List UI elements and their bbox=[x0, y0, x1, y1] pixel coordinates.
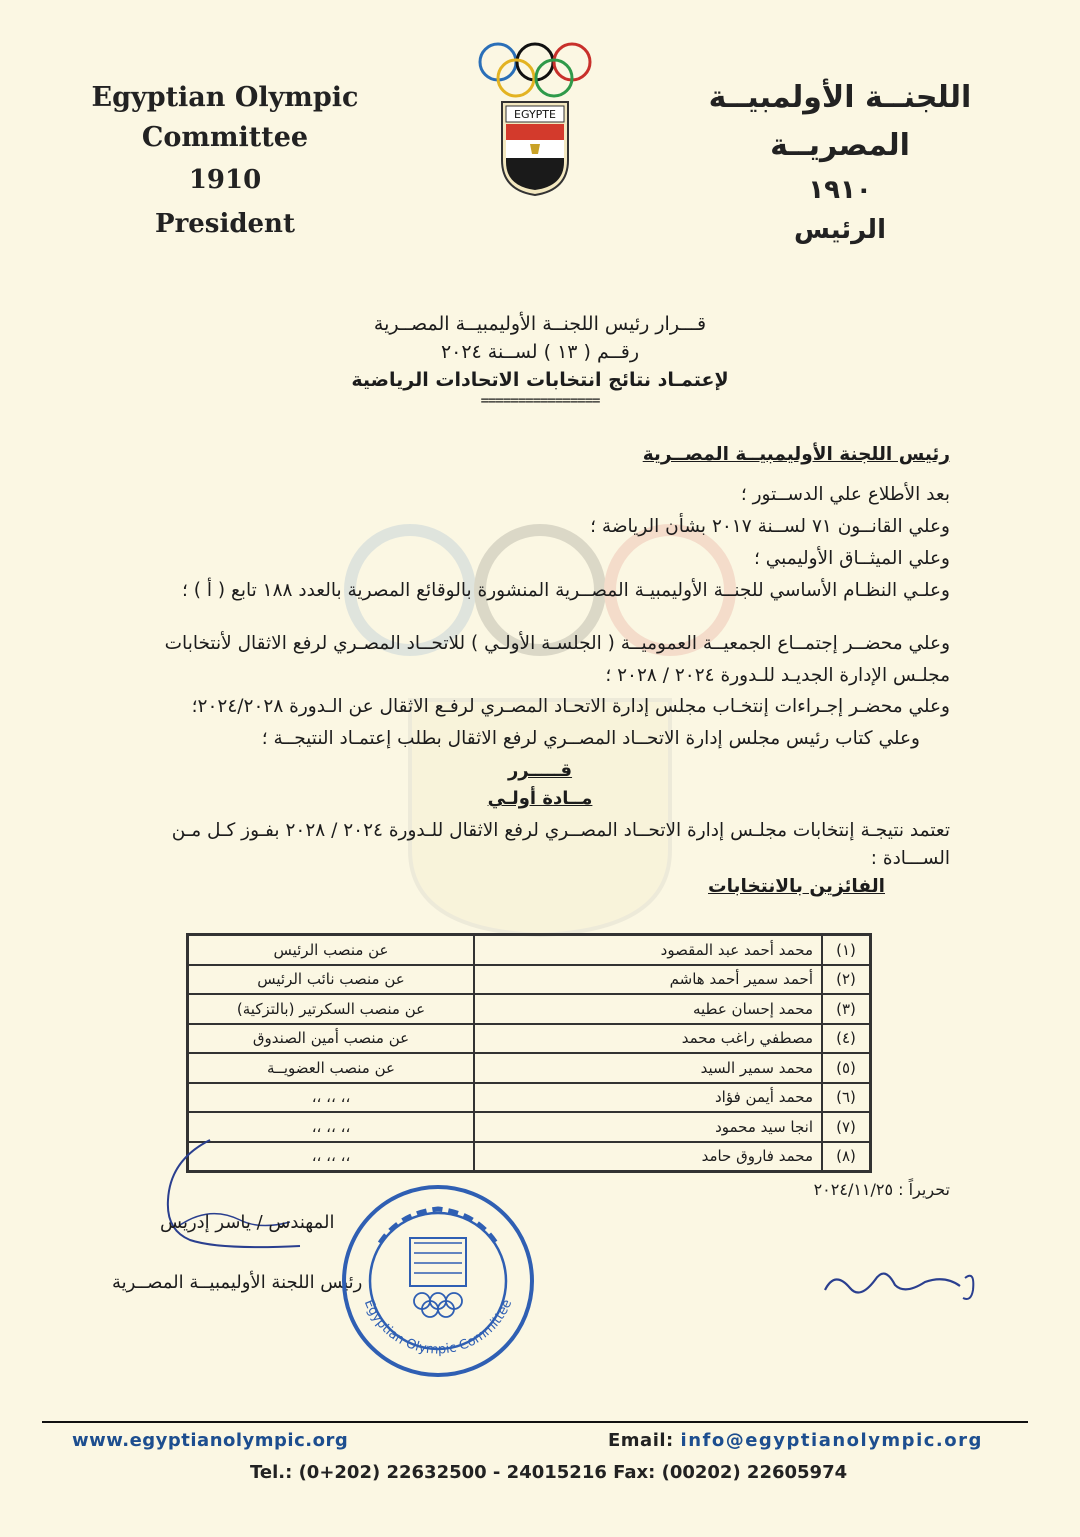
org-role-en: President bbox=[155, 209, 295, 239]
preamble-line-2: وعلي القانــون ٧١ لســنة ٢٠١٧ بشأن الرياضة ؛ bbox=[590, 516, 950, 537]
olympic-logo bbox=[470, 40, 600, 200]
winner-post: عن منصب أمين الصندوق bbox=[188, 1024, 474, 1054]
winner-post: عن منصب نائب الرئيس bbox=[188, 965, 474, 995]
decree-line-3: لإعتمـاد نتائج انتخابات الاتحادات الرياضية bbox=[351, 369, 729, 391]
email-contact bbox=[608, 1430, 983, 1451]
org-year-en: 1910 bbox=[188, 165, 262, 195]
winner-name: أحمد سمير أحمد هاشم bbox=[474, 965, 822, 995]
winner-post: ،، ،، ،، bbox=[188, 1142, 474, 1172]
org-role-ar: الرئيس bbox=[794, 215, 886, 245]
decision-text: تعتمد نتيجـة إنتخابات مجلـس إدارة الاتحــاد المصــري لرفع الاثقال للـدورة ٢٠٢٤ / ٢٠٢٨ بفـوز كـل مـن الســـادة : bbox=[171, 820, 950, 869]
article-heading: مــادة أولـي bbox=[487, 788, 593, 809]
decision-heading: قـــــرر bbox=[507, 760, 573, 781]
decree-divider: ================ bbox=[480, 393, 600, 409]
handwritten-signature-right bbox=[815, 1250, 985, 1310]
preamble-line-6: وعلي محضـر إجـراءات إنتخـاب مجلس إدارة الاتحـاد المصـري لرفـع الاثقال عن الـدورة ٢٠٢٤/٢٠٢٨؛ bbox=[191, 696, 950, 717]
logo-label: EGYPTE bbox=[514, 108, 556, 121]
table-row bbox=[188, 1024, 870, 1054]
winner-number: (٦) bbox=[822, 1083, 870, 1113]
winner-number: (٧) bbox=[822, 1112, 870, 1142]
winner-post: ،، ،، ،، bbox=[188, 1112, 474, 1142]
table-row bbox=[188, 1083, 870, 1113]
decree-title bbox=[300, 310, 780, 408]
table-row bbox=[188, 994, 870, 1024]
winner-name: مصطفي راغب محمد bbox=[474, 1024, 822, 1054]
table-row bbox=[188, 935, 870, 965]
winner-name: محمد أيمن فؤاد bbox=[474, 1083, 822, 1113]
org-name-ar: اللجنــة الأولمبيــة المصريــة bbox=[708, 80, 972, 163]
table-row bbox=[188, 1053, 870, 1083]
winner-number: (٥) bbox=[822, 1053, 870, 1083]
winners-label: الفائزين بالانتخابات bbox=[708, 876, 885, 897]
preamble-line-7: وعلي كتاب رئيس مجلس إدارة الاتحــاد المصــري لرفع الاثقال بطلب إعتمـاد النتيجــة ؛ bbox=[261, 728, 920, 749]
table-row bbox=[188, 965, 870, 995]
header-english bbox=[30, 78, 420, 246]
winner-post: عن منصب الرئيس bbox=[188, 935, 474, 965]
winner-post: عن منصب السكرتير (بالتزكية) bbox=[188, 994, 474, 1024]
official-stamp bbox=[340, 1183, 536, 1379]
org-year-ar: ١٩١٠ bbox=[808, 175, 872, 205]
issue-date: تحريراً : ٢٠٢٤/١١/٢٥ bbox=[813, 1180, 950, 1199]
winner-number: (٢) bbox=[822, 965, 870, 995]
email-link[interactable]: info@egyptianolympic.org bbox=[680, 1430, 983, 1451]
winner-number: (٣) bbox=[822, 994, 870, 1024]
preamble-line-1: بعد الأطلاع علي الدســتور ؛ bbox=[740, 484, 950, 505]
winner-name: انجا سيد محمود bbox=[474, 1112, 822, 1142]
preamble-line-5: وعلي محضــر إجتمــاع الجمعيــة العموميــة ( الجلسـة الأولـي ) للاتحــاد المصـري لرفع الاثقال لأنتخابات مجلـس الإدارة الجديـد للـدورة ٢٠٢٤ / ٢٠٢٨ ؛ bbox=[164, 633, 950, 686]
winner-post: عن منصب العضويــة bbox=[188, 1053, 474, 1083]
winner-post: ،، ،، ،، bbox=[188, 1083, 474, 1113]
decree-line-2: رقــم ( ١٣ ) لســنة ٢٠٢٤ bbox=[440, 341, 640, 363]
decree-line-1: قـــرار رئيس اللجنــة الأوليمبيــة المصــرية bbox=[373, 313, 707, 335]
winner-name: محمد فاروق حامد bbox=[474, 1142, 822, 1172]
winner-number: (٤) bbox=[822, 1024, 870, 1054]
signatory-title: رئيس اللجنة الأوليمبيــة المصــرية bbox=[112, 1272, 363, 1293]
email-label: Email: bbox=[608, 1430, 674, 1451]
footer-divider bbox=[42, 1421, 1028, 1423]
preamble-heading: رئيس اللجنة الأوليمبيــة المصــرية bbox=[642, 444, 950, 465]
preamble-line-4: وعلـي النظـام الأساسي للجنــة الأوليمبيـة المصــرية المنشورة بالوقائع المصرية بالعدد ١٨٨ تابع ( أ ) ؛ bbox=[182, 580, 950, 601]
winner-name: محمد سمير السيد bbox=[474, 1053, 822, 1083]
org-name-en: Egyptian Olympic Committee bbox=[91, 82, 359, 153]
header-arabic bbox=[650, 74, 1030, 250]
winner-number: (١) bbox=[822, 935, 870, 965]
winner-number: (٨) bbox=[822, 1142, 870, 1172]
winner-name: محمد أحمد عبد المقصود bbox=[474, 935, 822, 965]
phone-fax: Tel.: (0+202) 22632500 - 24015216 Fax: (00202) 22605974 bbox=[250, 1462, 848, 1483]
website-link[interactable]: www.egyptianolympic.org bbox=[72, 1430, 349, 1451]
winner-name: محمد إحسان عطيه bbox=[474, 994, 822, 1024]
stamp-text: Egyptian Olympic Committee bbox=[360, 1297, 516, 1358]
preamble-line-3: وعلي الميثــاق الأوليمبي ؛ bbox=[753, 548, 950, 569]
signatory-name: المهندس / ياسر إدريس bbox=[160, 1212, 335, 1233]
